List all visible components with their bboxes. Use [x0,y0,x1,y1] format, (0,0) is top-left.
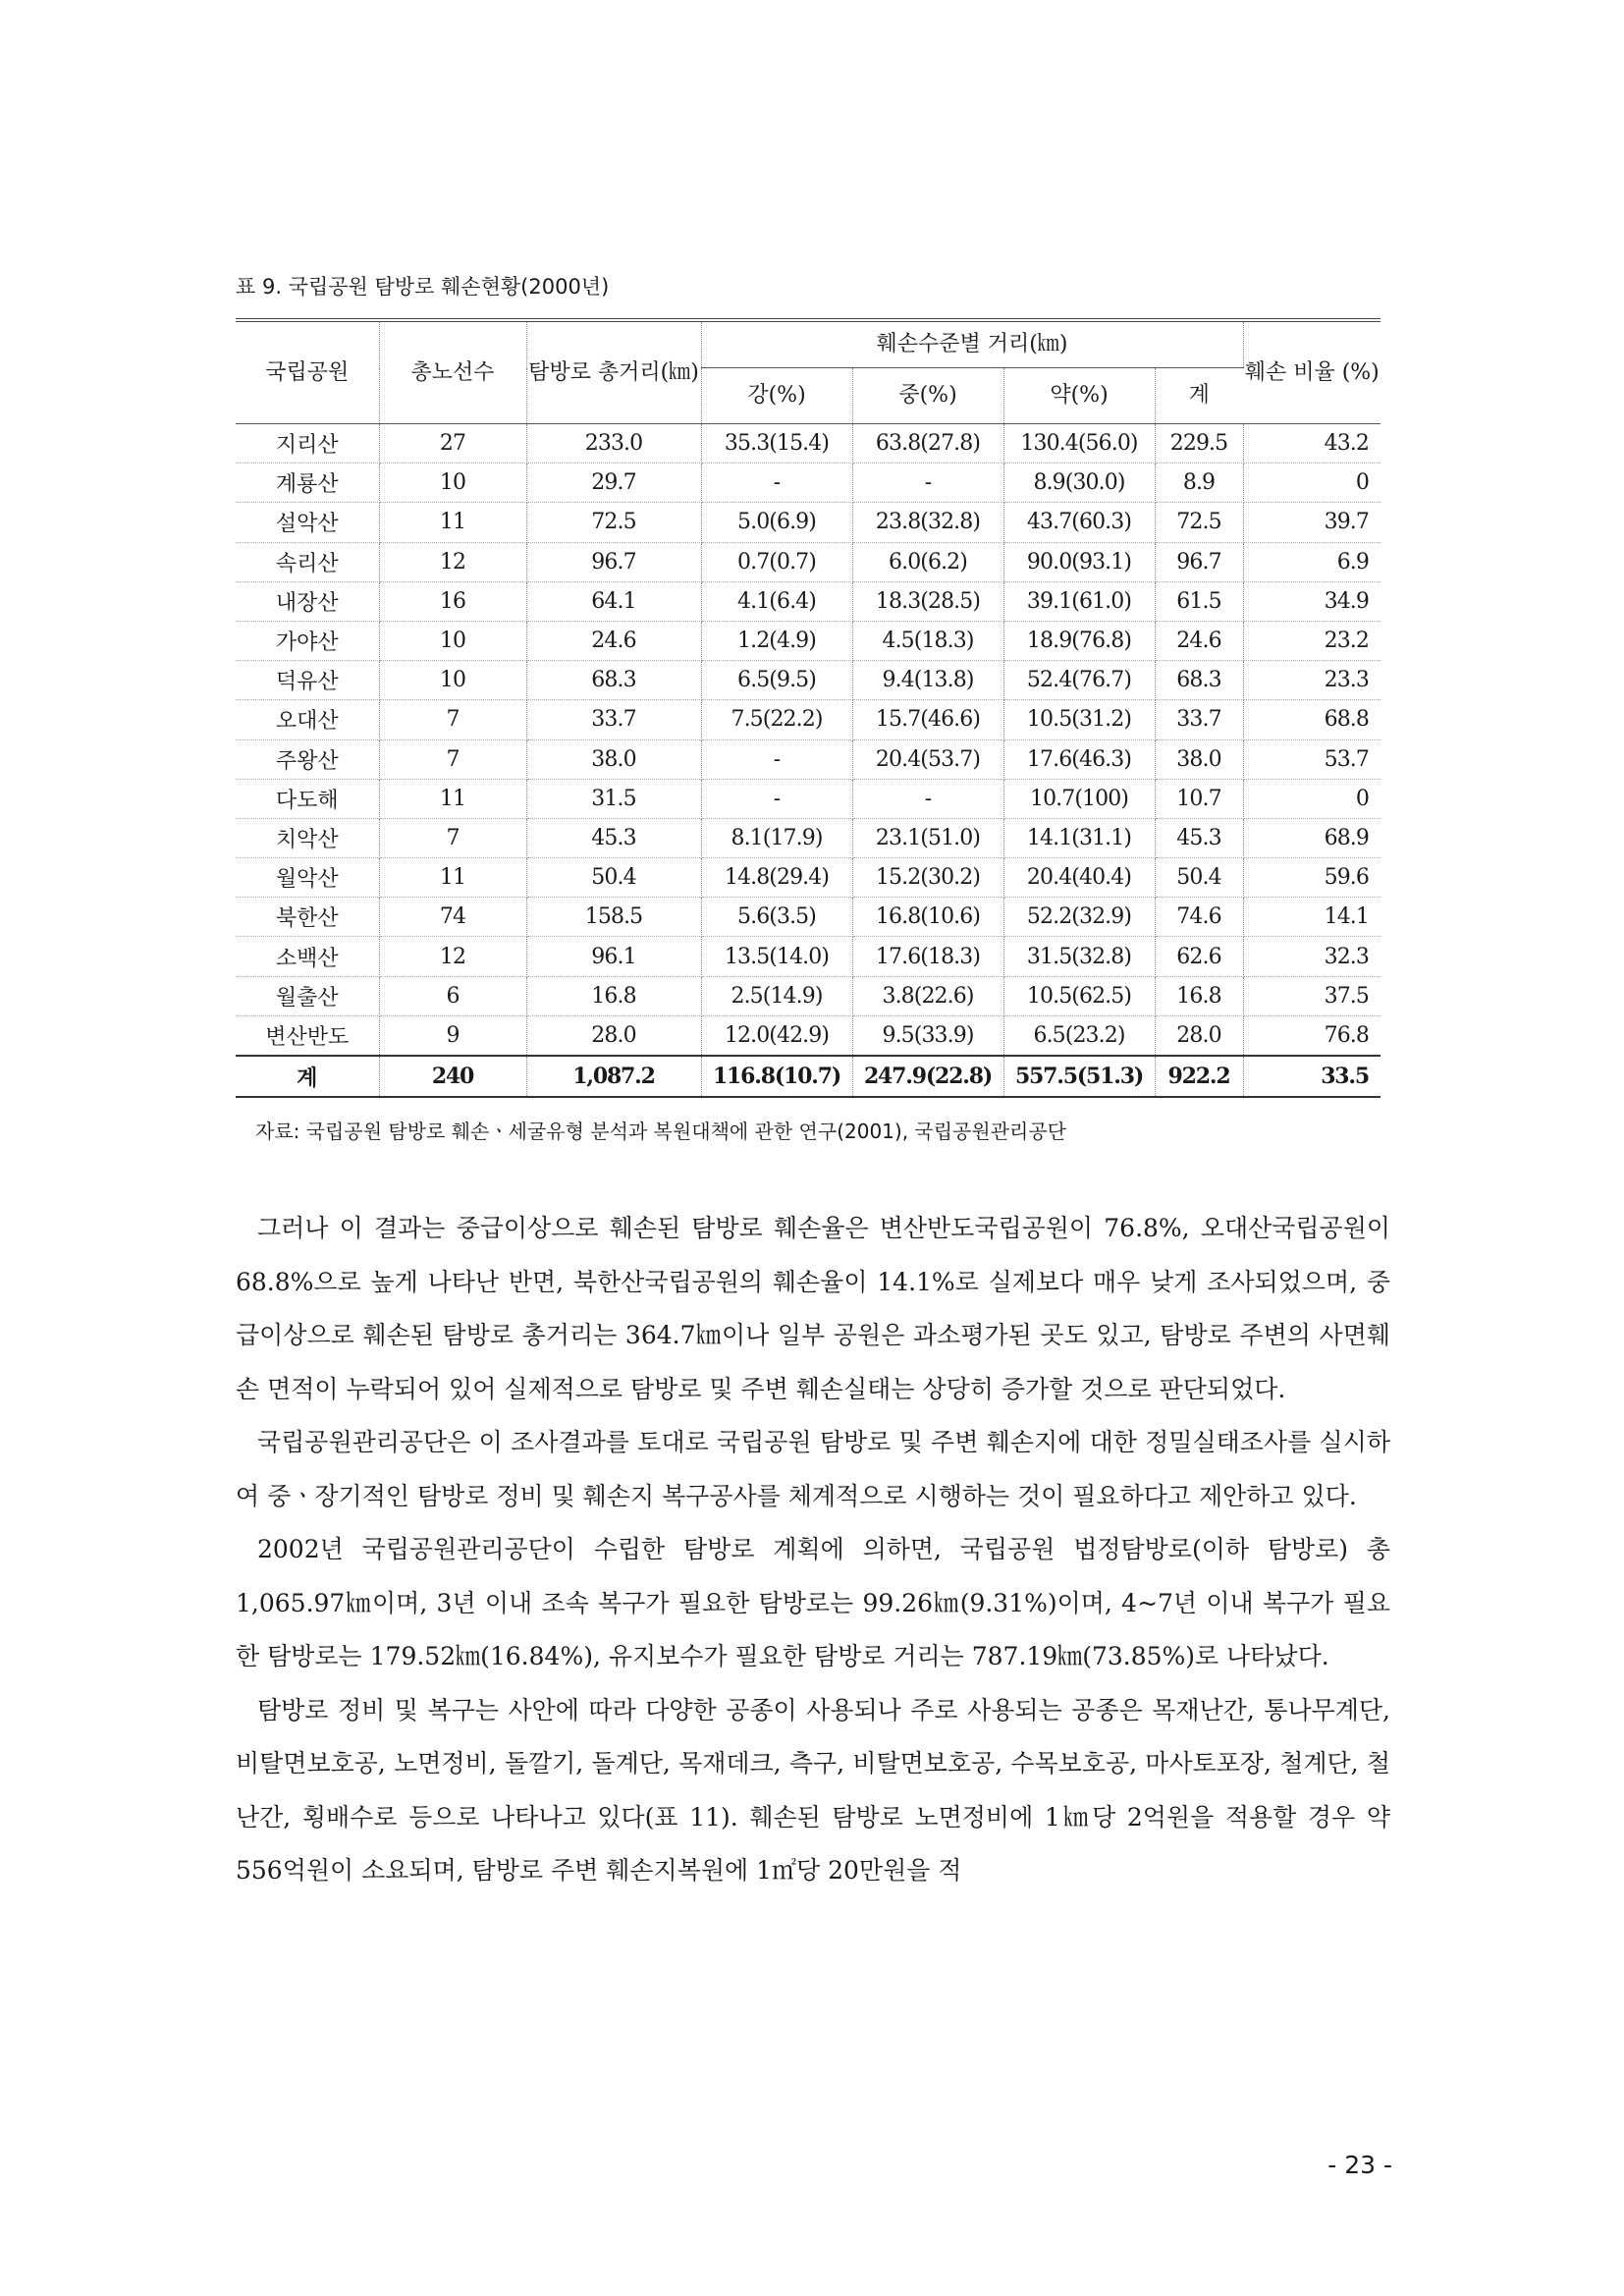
header-weak: 약(%) [1003,368,1155,424]
table-cell: 0 [1243,779,1380,818]
table-cell: 10.5(31.2) [1003,700,1155,739]
header-park: 국립공원 [236,320,379,424]
table-cell: 11 [379,858,526,898]
table-row [236,1015,1380,1056]
table-source-note: 자료: 국립공원 탐방로 훼손ㆍ세굴유형 분석과 복원대책에 관한 연구(2001), 국립공원관리공단 [255,1120,1066,1143]
header-routes: 총노선수 [379,320,526,424]
table-cell: - [701,464,852,503]
table-cell: 90.0(93.1) [1003,542,1155,581]
table-cell: 45.3 [1155,818,1243,857]
table-cell: 0 [1243,464,1380,503]
table-cell: 14.1(31.1) [1003,818,1155,857]
table-cell: 74 [379,898,526,937]
table-cell: 변산반도 [236,1015,379,1056]
table-cell: 43.2 [1243,424,1380,464]
table-cell: 1.2(4.9) [701,621,852,660]
header-level-group: 훼손수준별 거리(㎞) [701,320,1243,368]
table-cell: 북한산 [236,898,379,937]
table-caption: 표 9. 국립공원 탐방로 훼손현황(2000년) [236,275,610,299]
table-cell: 가야산 [236,621,379,660]
table-cell: 61.5 [1155,581,1243,621]
table-cell: 96.1 [526,937,701,976]
total-cell: 247.9(22.8) [852,1056,1003,1097]
table-cell: 45.3 [526,818,701,857]
table-cell: 6 [379,976,526,1015]
table-row [236,503,1380,542]
table-cell: 계룡산 [236,464,379,503]
table-cell: 10.5(62.5) [1003,976,1155,1015]
table-row [236,581,1380,621]
table-cell: 설악산 [236,503,379,542]
table-cell: 6.0(6.2) [852,542,1003,581]
table-cell: 4.1(6.4) [701,581,852,621]
table-cell: 31.5(32.8) [1003,937,1155,976]
table-cell: 치악산 [236,818,379,857]
header-sum: 계 [1155,368,1243,424]
table-cell: 12 [379,542,526,581]
table-body [236,424,1380,1057]
table-cell: 50.4 [526,858,701,898]
table-cell: 16.8 [526,976,701,1015]
table-row [236,818,1380,857]
table-cell: - [852,779,1003,818]
total-cell: 922.2 [1155,1056,1243,1097]
table-cell: 233.0 [526,424,701,464]
table-cell: 15.7(46.6) [852,700,1003,739]
table-cell: 38.0 [526,739,701,779]
paragraph: 그러나 이 결과는 중급이상으로 훼손된 탐방로 훼손율은 변산반도국립공원이 76.8%, 오대산국립공원이 68.8%으로 높게 나타난 반면, 북한산국립공원의 훼손율이 14.1%로 실제보다 매우 낮게 조사되었으며, 중급이상으로 훼손된 탐방로 총거리는 364.7㎞이나 일부 공원은 과소평가된 곳도 있고, 탐방로 주변의 사면훼손 면적이 누락되어 있어 실제적으로 탐방로 및 주변 훼손실태는 상당히 증가할 것으로 판단되었다. [236,1214,1390,1403]
table-cell: 6.9 [1243,542,1380,581]
table-row [236,898,1380,937]
table-cell: 10 [379,621,526,660]
table-cell: 주왕산 [236,739,379,779]
table-cell: 158.5 [526,898,701,937]
page-number: - 23 - [1327,2151,1392,2179]
table-cell: 2.5(14.9) [701,976,852,1015]
table-cell: - [852,464,1003,503]
table-cell: 39.7 [1243,503,1380,542]
table-cell: 14.8(29.4) [701,858,852,898]
table-cell: 63.8(27.8) [852,424,1003,464]
table-cell: - [701,779,852,818]
table-cell: 17.6(46.3) [1003,739,1155,779]
table-cell: 9 [379,1015,526,1056]
table-cell: 월악산 [236,858,379,898]
table-cell: 59.6 [1243,858,1380,898]
table-cell: 4.5(18.3) [852,621,1003,660]
table-cell: 62.6 [1155,937,1243,976]
table-row [236,739,1380,779]
table-cell: 23.2 [1243,621,1380,660]
table-total-row [236,1056,1380,1097]
table-row [236,779,1380,818]
table-cell: 33.7 [526,700,701,739]
table-cell: 내장산 [236,581,379,621]
header-ratio: 훼손 비율 (%) [1243,320,1380,424]
table-cell: 68.9 [1243,818,1380,857]
table-cell: 24.6 [1155,621,1243,660]
table-cell: 6.5(9.5) [701,661,852,700]
table-row [236,858,1380,898]
table-cell: 72.5 [1155,503,1243,542]
table-cell: 13.5(14.0) [701,937,852,976]
table-cell: 5.0(6.9) [701,503,852,542]
table-cell: 28.0 [1155,1015,1243,1056]
table-cell: 3.8(22.6) [852,976,1003,1015]
table-row [236,937,1380,976]
table-cell: 7 [379,700,526,739]
table-cell: 12.0(42.9) [701,1015,852,1056]
table-cell: 38.0 [1155,739,1243,779]
table-cell: 43.7(60.3) [1003,503,1155,542]
table-cell: 9.5(33.9) [852,1015,1003,1056]
table-cell: 8.1(17.9) [701,818,852,857]
table-cell: 지리산 [236,424,379,464]
table-cell: 다도해 [236,779,379,818]
table-cell: 229.5 [1155,424,1243,464]
table-cell: 7.5(22.2) [701,700,852,739]
table-cell: 소백산 [236,937,379,976]
total-cell: 557.5(51.3) [1003,1056,1155,1097]
table-row [236,621,1380,660]
table-cell: 16.8 [1155,976,1243,1015]
table-cell: 64.1 [526,581,701,621]
table-cell: 96.7 [1155,542,1243,581]
table-cell: 34.9 [1243,581,1380,621]
header-distance: 탐방로 총거리(㎞) [526,320,701,424]
table-cell: 35.3(15.4) [701,424,852,464]
table-row [236,700,1380,739]
paragraph: 국립공원관리공단은 이 조사결과를 토대로 국립공원 탐방로 및 주변 훼손지에 대한 정밀실태조사를 실시하여 중ㆍ장기적인 탐방로 정비 및 훼손지 복구공사를 체계적으로 시행하는 것이 필요하다고 제안하고 있다. [236,1428,1390,1510]
table-row [236,661,1380,700]
table-cell: 5.6(3.5) [701,898,852,937]
table-cell: 52.2(32.9) [1003,898,1155,937]
total-cell: 33.5 [1243,1056,1380,1097]
table-cell: 10.7 [1155,779,1243,818]
table-cell: 9.4(13.8) [852,661,1003,700]
table-cell: 33.7 [1155,700,1243,739]
table-row [236,424,1380,464]
total-cell: 1,087.2 [526,1056,701,1097]
table-cell: 28.0 [526,1015,701,1056]
table-cell: 27 [379,424,526,464]
table-cell: 76.8 [1324,1022,1369,1048]
paragraph: 2002년 국립공원관리공단이 수립한 탐방로 계획에 의하면, 국립공원 법정탐방로(이하 탐방로) 총 1,065.97㎞이며, 3년 이내 조속 복구가 필요한 탐방로는 99.26㎞(9.31%)이며, 4~7년 이내 복구가 필요한 탐방로는 179.52㎞(16.84%), 유지보수가 필요한 탐방로 거리는 787.19㎞(73.85%)로 나타났다. [236,1535,1390,1670]
table-cell: 29.7 [526,464,701,503]
table-cell: 7 [379,818,526,857]
table-cell: 14.1 [1243,898,1380,937]
table-cell: 덕유산 [236,661,379,700]
table-cell: 39.1(61.0) [1003,581,1155,621]
trail-damage-table [236,318,1380,1098]
table-row [236,542,1380,581]
table-cell: 74.6 [1155,898,1243,937]
table-cell: 20.4(40.4) [1003,858,1155,898]
body-text [236,1202,1390,1898]
table-cell: 16 [379,581,526,621]
table-cell: 11 [379,503,526,542]
table-cell: 속리산 [236,542,379,581]
table-cell: 68.8 [1243,700,1380,739]
table-cell: 0.7(0.7) [701,542,852,581]
table-cell: 18.9(76.8) [1003,621,1155,660]
table-cell: 37.5 [1243,976,1380,1015]
table-cell: 6.5(23.2) [1003,1015,1155,1056]
table-cell: 16.8(10.6) [852,898,1003,937]
table-cell: 12 [379,937,526,976]
total-cell: 116.8(10.7) [701,1056,852,1097]
table-cell: 32.3 [1243,937,1380,976]
table-cell: 130.4(56.0) [1003,424,1155,464]
header-strong: 강(%) [701,368,852,424]
table-cell: 72.5 [526,503,701,542]
table-cell: 68.3 [1155,661,1243,700]
table-row [236,464,1380,503]
table-cell: - [701,739,852,779]
table-cell: 52.4(76.7) [1003,661,1155,700]
table-cell: 24.6 [526,621,701,660]
header-medium: 중(%) [852,368,1003,424]
table-cell: 17.6(18.3) [852,937,1003,976]
table-cell: 15.2(30.2) [852,858,1003,898]
table-cell: 10.7(100) [1003,779,1155,818]
table-cell: 10 [379,464,526,503]
table-cell: 53.7 [1243,739,1380,779]
total-cell: 240 [379,1056,526,1097]
table-cell: 68.3 [526,661,701,700]
table-cell: 8.9 [1155,464,1243,503]
table-cell: 월출산 [236,976,379,1015]
table-cell: 오대산 [236,700,379,739]
table-cell: 18.3(28.5) [852,581,1003,621]
total-cell: 계 [236,1056,379,1097]
paragraph: 탐방로 정비 및 복구는 사안에 따라 다양한 공종이 사용되나 주로 사용되는 공종은 목재난간, 통나무계단, 비탈면보호공, 노면정비, 돌깔기, 돌계단, 목재데크, 측구, 비탈면보호공, 수목보호공, 마사토포장, 철계단, 철난간, 횡배수로 등으로 나타나고 있다(표 11). 훼손된 탐방로 노면정비에 1㎞당 2억원을 적용할 경우 약 556억원이 소요되며, 탐방로 주변 훼손지복원에 1㎡당 20만원을 적 [236,1695,1390,1885]
table-cell: 50.4 [1155,858,1243,898]
table-cell: 96.7 [526,542,701,581]
table-cell: 10 [379,661,526,700]
table-cell: 23.1(51.0) [852,818,1003,857]
table-cell: 7 [379,739,526,779]
table-cell: 11 [379,779,526,818]
table-cell: 20.4(53.7) [852,739,1003,779]
table-cell: 31.5 [526,779,701,818]
table-cell: 23.8(32.8) [852,503,1003,542]
table-cell: 23.3 [1243,661,1380,700]
table-cell: 8.9(30.0) [1003,464,1155,503]
trail-damage-table-container [236,318,1380,1098]
table-row [236,976,1380,1015]
